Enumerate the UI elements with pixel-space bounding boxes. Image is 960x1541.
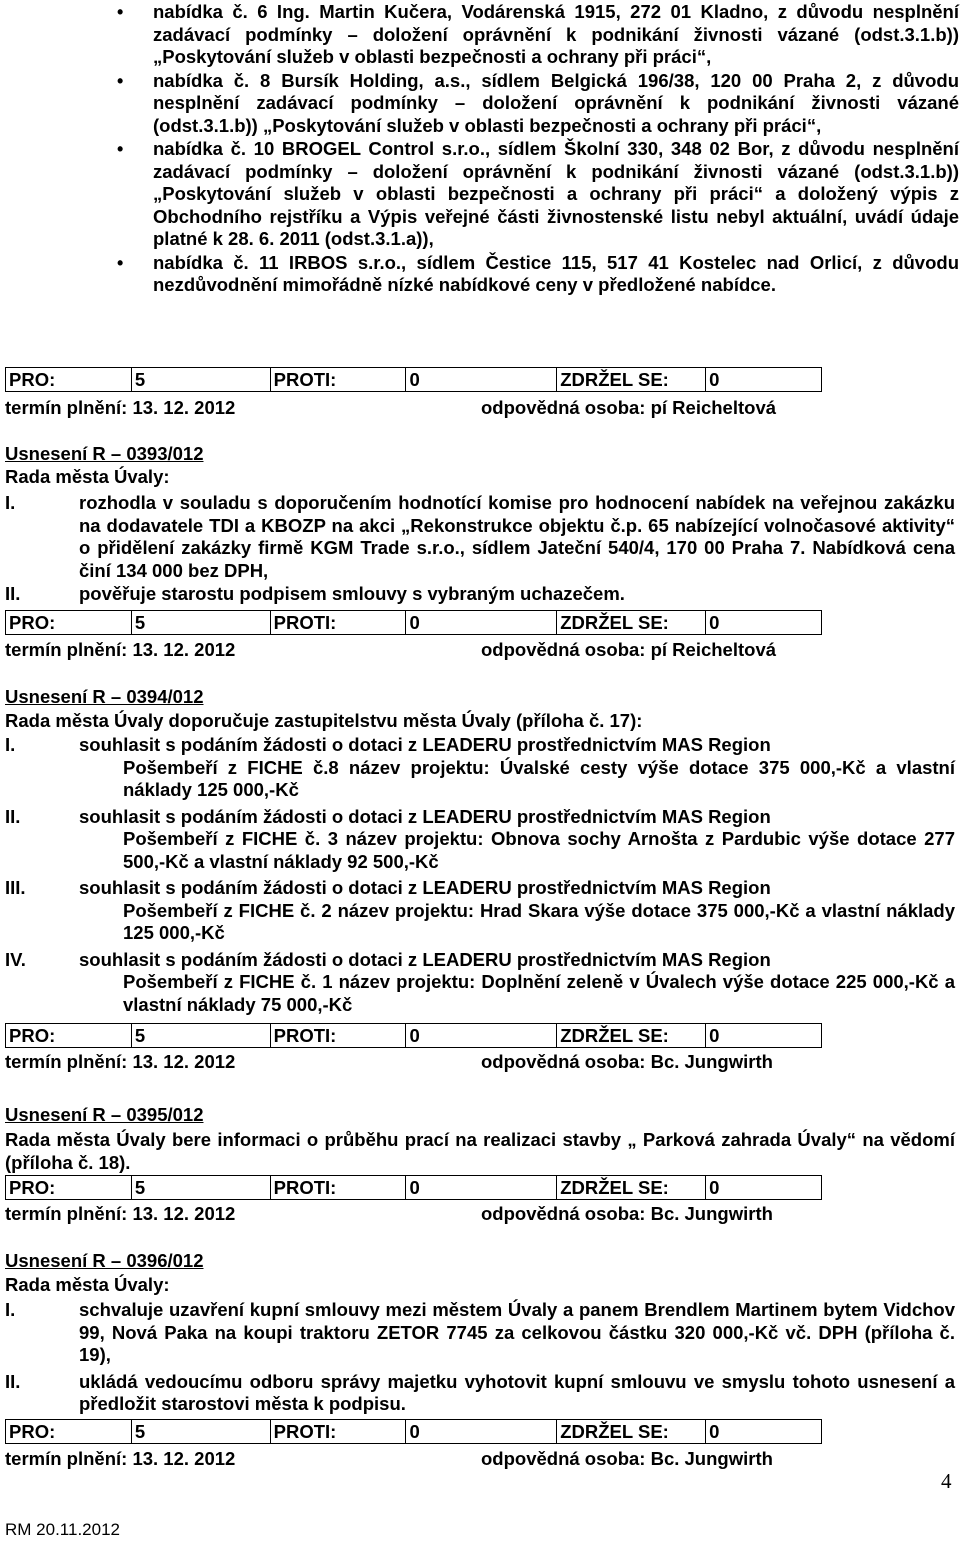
vote-abstain-count: 0 (706, 1176, 822, 1200)
item-number: I. (5, 1299, 16, 1320)
vote-table (5, 367, 822, 392)
resolution-item (5, 1299, 955, 1367)
item-text: ukládá vedoucímu odboru správy majetku vyhotovit kupní smlouvu ve smyslu tohoto usnesení a předložit starostovi města k podpisu. (79, 1370, 955, 1414)
vote-abstain-label: ZDRŽEL SE: (557, 1024, 706, 1048)
item-number: II. (5, 1370, 21, 1392)
deadline: termín plnění: 13. 12. 2012 (5, 1203, 236, 1224)
council-heading: Rada města Úvaly: (5, 466, 170, 487)
vote-pro-label: PRO: (6, 611, 132, 635)
responsible-person: odpovědná osoba: Bc. Jungwirth (481, 1448, 773, 1469)
vote-table (5, 1419, 822, 1444)
item-number: III. (5, 877, 26, 898)
vote-abstain-count: 0 (706, 1420, 822, 1444)
vote-table (5, 610, 822, 635)
vote-abstain-label: ZDRŽEL SE: (557, 1420, 706, 1444)
responsible-person: odpovědná osoba: Bc. Jungwirth (481, 1203, 773, 1224)
item-number: I. (5, 492, 16, 513)
vote-abstain-count: 0 (706, 611, 822, 635)
resolution-items (5, 492, 955, 606)
vote-proti-label: PROTI: (270, 1420, 406, 1444)
list-item: • nabídka č. 6 Ing. Martin Kučera, Vodárenská 1915, 272 01 Kladno, z důvodu nesplnění zadávací podmínky – doložení oprávnění k podnikání živnosti vázané (odst.3.1.b)) „Poskytování služeb v oblasti bezpečnosti a ochrany při práci“, (117, 1, 959, 69)
responsible-person: odpovědná osoba: Bc. Jungwirth (481, 1051, 773, 1072)
responsible-person: odpovědná osoba: pí Reicheltová (481, 397, 777, 418)
deadline: termín plnění: 13. 12. 2012 (5, 1448, 236, 1469)
item-text-continued: Pošembeří z FICHE č. 1 název projektu: Doplnění zeleně v Úvalech výše dotace 225 000,-Kč a vlastní náklady 75 000,-Kč (123, 971, 955, 1015)
item-text-continued: Pošembeří z FICHE č. 2 název projektu: Hrad Skara výše dotace 375 000,-Kč a vlastní náklady 125 000,-Kč (123, 899, 955, 943)
resolution-item (5, 734, 955, 802)
vote-pro-label: PRO: (6, 1420, 132, 1444)
item-text: souhlasit s podáním žádosti o dotaci z LEADERU prostřednictvím MAS Region (79, 877, 771, 898)
vote-pro-count: 5 (131, 1420, 270, 1444)
resolution-item (5, 949, 955, 1017)
item-number: IV. (5, 948, 26, 970)
item-text: pověřuje starostu podpisem smlouvy s vybraným uchazečem. (79, 583, 625, 604)
item-text-continued: Pošembeří z FICHE č.8 název projektu: Úvalské cesty výše dotace 375 000,-Kč a vlastní náklady 125 000,-Kč (123, 756, 955, 800)
vote-proti-label: PROTI: (270, 1024, 406, 1048)
vote-abstain-count: 0 (706, 368, 822, 392)
vote-table (5, 1023, 822, 1048)
item-number: II. (5, 583, 21, 604)
vote-proti-label: PROTI: (270, 1176, 406, 1200)
resolution-item (5, 877, 955, 945)
council-heading: Rada města Úvaly bere informaci o průběhu prací na realizaci stavby „ Parková zahrada Úvaly“ na vědomí (příloha č. 18). (5, 1129, 955, 1173)
vote-table (5, 1175, 822, 1200)
vote-proti-count: 0 (406, 611, 557, 635)
list-item: • nabídka č. 8 Bursík Holding, a.s., sídlem Belgická 196/38, 120 00 Praha 2, z důvodu nesplnění zadávací podmínky – doložení oprávnění k podnikání živnosti vázané (odst.3.1.b)) „Poskytování služeb v oblasti bezpečnosti a ochrany při práci“, (117, 70, 959, 138)
vote-proti-count: 0 (406, 1176, 557, 1200)
vote-abstain-label: ZDRŽEL SE: (557, 1176, 706, 1200)
item-text: souhlasit s podáním žádosti o dotaci z LEADERU prostřednictvím MAS Region (79, 805, 771, 827)
resolution-item (5, 492, 955, 582)
deadline: termín plnění: 13. 12. 2012 (5, 397, 236, 418)
list-item: • nabídka č. 11 IRBOS s.r.o., sídlem Čestice 115, 517 41 Kostelec nad Orlicí, z důvodu nezdůvodnění mimořádně nízké nabídkové ceny v předložené nabídce. (117, 252, 959, 297)
council-heading: Rada města Úvaly: (5, 1274, 170, 1295)
resolution-title: Usnesení R – 0395/012 (5, 1104, 204, 1125)
resolution-items (5, 734, 955, 1016)
resolution-item (5, 583, 955, 606)
item-text: souhlasit s podáním žádosti o dotaci z LEADERU prostřednictvím MAS Region (79, 734, 771, 755)
vote-abstain-label: ZDRŽEL SE: (557, 368, 706, 392)
list-item: • nabídka č. 10 BROGEL Control s.r.o., sídlem Školní 330, 348 02 Bor, z důvodu nesplnění zadávací podmínky – doložení oprávnění k podnikání živnosti vázané (odst.3.1.b)) „Poskytování služeb v oblasti bezpečnosti a ochrany při práci“ a doložený výpis z Obchodního rejstříku a Výpis veřejné části živnostenské listu nebyl aktuální, uvádí údaje platné k 28. 6. 2011 (odst.3.1.a)), (117, 138, 959, 251)
resolution-title: Usnesení R – 0394/012 (5, 686, 204, 707)
vote-proti-label: PROTI: (270, 368, 406, 392)
vote-pro-label: PRO: (6, 1024, 132, 1048)
vote-proti-count: 0 (406, 1420, 557, 1444)
vote-abstain-count: 0 (706, 1024, 822, 1048)
vote-pro-count: 5 (131, 611, 270, 635)
vote-proti-count: 0 (406, 368, 557, 392)
resolution-items (5, 1299, 955, 1416)
vote-pro-label: PRO: (6, 1176, 132, 1200)
vote-pro-count: 5 (131, 1176, 270, 1200)
item-text: schvaluje uzavření kupní smlouvy mezi městem Úvaly a panem Brendlem Martinem bytem Vidchov 99, Nová Paka na koupi traktoru ZETOR 7745 za celkovou částku 320 000,-Kč vč. DPH (příloha č. 19), (79, 1299, 955, 1365)
footer-text: RM 20.11.2012 (5, 1520, 120, 1539)
responsible-person: odpovědná osoba: pí Reicheltová (481, 639, 777, 660)
resolution-title: Usnesení R – 0396/012 (5, 1250, 204, 1271)
item-text: souhlasit s podáním žádosti o dotaci z LEADERU prostřednictvím MAS Region (79, 948, 771, 970)
rejected-offers-list (117, 1, 959, 297)
council-heading: Rada města Úvaly doporučuje zastupitelstvu města Úvaly (příloha č. 17): (5, 710, 643, 731)
resolution-title: Usnesení R – 0393/012 (5, 443, 204, 464)
page-number: 4 (941, 1469, 952, 1493)
resolution-item (5, 806, 955, 874)
vote-pro-label: PRO: (6, 368, 132, 392)
item-number: II. (5, 805, 21, 827)
item-number: I. (5, 734, 16, 755)
deadline: termín plnění: 13. 12. 2012 (5, 1051, 236, 1072)
item-text-continued: Pošembeří z FICHE č. 3 název projektu: Obnova sochy Arnošta z Pardubic výše dotace 277 500,-Kč a vlastní náklady 92 500,-Kč (123, 828, 955, 872)
vote-proti-count: 0 (406, 1024, 557, 1048)
deadline: termín plnění: 13. 12. 2012 (5, 639, 236, 660)
vote-abstain-label: ZDRŽEL SE: (557, 611, 706, 635)
resolution-item (5, 1371, 955, 1416)
item-text: rozhodla v souladu s doporučením hodnotící komise pro hodnocení nabídek na veřejnou zakázku na dodavatele TDI a KBOZP na akci „Rekonstrukce objektu č.p. 65 nabízející volnočasové aktivity“ o přidělení zakázky firmě KGM Trade s.r.o., sídlem Jateční 540/4, 170 00 Praha 7. Nabídková cena činí 134 000 bez DPH, (79, 492, 955, 581)
vote-pro-count: 5 (131, 368, 270, 392)
vote-pro-count: 5 (131, 1024, 270, 1048)
vote-proti-label: PROTI: (270, 611, 406, 635)
